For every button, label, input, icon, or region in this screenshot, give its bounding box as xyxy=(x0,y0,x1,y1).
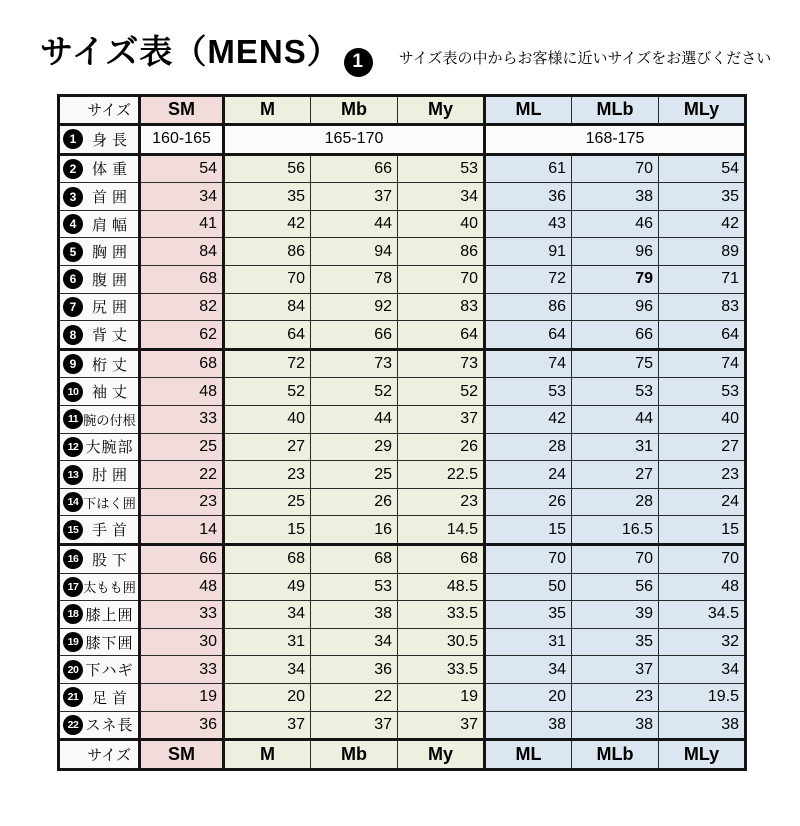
data-cell: 40 xyxy=(224,406,311,434)
table-row-13 xyxy=(59,461,746,489)
data-cell: 48 xyxy=(140,573,224,601)
data-cell: 73 xyxy=(311,349,398,378)
data-cell: 70 xyxy=(572,545,659,574)
data-cell: 46 xyxy=(572,210,659,238)
table-row-22 xyxy=(59,711,746,740)
data-cell: 31 xyxy=(572,433,659,461)
table-row-4 xyxy=(59,210,746,238)
row-number-badge: 9 xyxy=(63,354,83,374)
data-cell: 30 xyxy=(140,628,224,656)
row-label-13 xyxy=(59,461,140,489)
data-cell: 34.5 xyxy=(659,601,746,629)
data-cell: 34 xyxy=(659,656,746,684)
data-cell: 75 xyxy=(572,349,659,378)
footer-cell-My: My xyxy=(398,740,485,770)
page-title-text: サイズ表（MENS） xyxy=(40,33,341,70)
row-label-22 xyxy=(59,711,140,740)
data-cell: 70 xyxy=(659,545,746,574)
data-cell: 37 xyxy=(572,656,659,684)
data-cell: 24 xyxy=(659,488,746,516)
data-cell: 38 xyxy=(572,711,659,740)
row-label-text: 背丈 xyxy=(91,327,132,345)
row-label-8 xyxy=(59,321,140,350)
data-cell: 23 xyxy=(659,461,746,489)
data-cell: 22 xyxy=(311,683,398,711)
data-cell: 33 xyxy=(140,656,224,684)
row-label-text: 足首 xyxy=(91,689,132,707)
data-cell: 50 xyxy=(485,573,572,601)
data-cell: 30.5 xyxy=(398,628,485,656)
data-cell: 48 xyxy=(140,378,224,406)
row-label-text: 袖丈 xyxy=(91,384,132,402)
row-number-badge: 20 xyxy=(63,660,83,680)
row-label-text: 大腕部 xyxy=(85,439,134,457)
row-number-badge: 1 xyxy=(63,129,83,149)
data-cell: 70 xyxy=(485,545,572,574)
row-number-badge: 4 xyxy=(63,214,83,234)
row-label-9 xyxy=(59,349,140,378)
data-cell: 42 xyxy=(485,406,572,434)
data-cell: 38 xyxy=(485,711,572,740)
data-cell: 33.5 xyxy=(398,601,485,629)
data-cell: 35 xyxy=(224,183,311,211)
data-cell: 53 xyxy=(572,378,659,406)
height-range-cell: 168-175 xyxy=(485,125,746,155)
row-number-badge: 6 xyxy=(63,269,83,289)
row-label-text: 肘囲 xyxy=(91,467,132,485)
data-cell: 84 xyxy=(140,238,224,266)
data-cell: 14 xyxy=(140,516,224,545)
header-cell-Mb: Mb xyxy=(311,95,398,125)
data-cell: 86 xyxy=(398,238,485,266)
row-number-badge: 18 xyxy=(63,604,83,624)
table-row-height xyxy=(59,125,746,155)
row-label-text: 股下 xyxy=(91,551,132,569)
row-number-badge: 12 xyxy=(63,437,83,457)
row-label-text: 胸囲 xyxy=(91,244,132,262)
data-cell: 72 xyxy=(485,266,572,294)
data-cell: 22.5 xyxy=(398,461,485,489)
data-cell: 74 xyxy=(659,349,746,378)
data-cell: 15 xyxy=(659,516,746,545)
data-cell: 34 xyxy=(224,656,311,684)
row-label-11 xyxy=(59,406,140,434)
row-label-text: 膝上囲 xyxy=(85,606,134,624)
data-cell: 34 xyxy=(140,183,224,211)
page-header xyxy=(40,26,800,77)
data-cell: 40 xyxy=(398,210,485,238)
row-number-badge: 13 xyxy=(63,465,83,485)
data-cell: 36 xyxy=(485,183,572,211)
data-cell: 82 xyxy=(140,293,224,321)
data-cell: 64 xyxy=(224,321,311,350)
data-cell: 43 xyxy=(485,210,572,238)
row-label-text: 肩幅 xyxy=(91,216,132,234)
data-cell: 20 xyxy=(485,683,572,711)
row-label-7 xyxy=(59,293,140,321)
data-cell: 31 xyxy=(485,628,572,656)
data-cell: 53 xyxy=(398,154,485,183)
row-label-text: 身長 xyxy=(91,131,132,149)
data-cell: 52 xyxy=(398,378,485,406)
data-cell: 19 xyxy=(140,683,224,711)
data-cell: 86 xyxy=(224,238,311,266)
data-cell: 27 xyxy=(224,433,311,461)
table-row-3 xyxy=(59,183,746,211)
row-label-text: 手首 xyxy=(91,522,132,540)
row-number-badge: 19 xyxy=(63,632,83,652)
data-cell: 32 xyxy=(659,628,746,656)
data-cell: 62 xyxy=(140,321,224,350)
table-row-5 xyxy=(59,238,746,266)
data-cell: 37 xyxy=(311,711,398,740)
data-cell: 74 xyxy=(485,349,572,378)
row-label-21 xyxy=(59,683,140,711)
data-cell: 41 xyxy=(140,210,224,238)
table-row-18 xyxy=(59,601,746,629)
data-cell: 72 xyxy=(224,349,311,378)
data-cell: 15 xyxy=(224,516,311,545)
data-cell: 92 xyxy=(311,293,398,321)
data-cell: 89 xyxy=(659,238,746,266)
header-cell-My: My xyxy=(398,95,485,125)
footer-cell-SM: SM xyxy=(140,740,224,770)
data-cell: 44 xyxy=(311,210,398,238)
row-label-3 xyxy=(59,183,140,211)
data-cell: 23 xyxy=(572,683,659,711)
row-label-text: 腹囲 xyxy=(91,271,132,289)
data-cell: 37 xyxy=(311,183,398,211)
row-label-text: スネ長 xyxy=(85,717,134,735)
data-cell: 66 xyxy=(572,321,659,350)
data-cell: 28 xyxy=(485,433,572,461)
row-number-badge: 8 xyxy=(63,325,83,345)
data-cell: 42 xyxy=(659,210,746,238)
data-cell: 35 xyxy=(485,601,572,629)
data-cell: 52 xyxy=(224,378,311,406)
data-cell: 22 xyxy=(140,461,224,489)
data-cell: 40 xyxy=(659,406,746,434)
data-cell: 42 xyxy=(224,210,311,238)
data-cell: 23 xyxy=(398,488,485,516)
data-cell: 34 xyxy=(398,183,485,211)
data-cell: 53 xyxy=(311,573,398,601)
row-number-badge: 15 xyxy=(63,520,83,540)
data-cell: 96 xyxy=(572,238,659,266)
size-table xyxy=(57,94,747,771)
data-cell: 68 xyxy=(224,545,311,574)
row-label-1 xyxy=(59,125,140,155)
data-cell: 39 xyxy=(572,601,659,629)
data-cell: 25 xyxy=(140,433,224,461)
height-range-cell: 165-170 xyxy=(224,125,485,155)
data-cell: 19.5 xyxy=(659,683,746,711)
data-cell: 64 xyxy=(485,321,572,350)
table-row-19 xyxy=(59,628,746,656)
row-label-text: 膝下囲 xyxy=(85,634,134,652)
data-cell: 25 xyxy=(311,461,398,489)
table-row-8 xyxy=(59,321,746,350)
title-number-badge: 1 xyxy=(344,48,373,77)
row-number-badge: 3 xyxy=(63,187,83,207)
table-row-20 xyxy=(59,656,746,684)
data-cell: 54 xyxy=(659,154,746,183)
row-number-badge: 17 xyxy=(63,577,83,597)
data-cell: 64 xyxy=(659,321,746,350)
size-table-body xyxy=(59,95,746,769)
data-cell: 68 xyxy=(140,266,224,294)
data-cell: 27 xyxy=(659,433,746,461)
data-cell: 79 xyxy=(572,266,659,294)
row-number-badge: 16 xyxy=(63,549,83,569)
data-cell: 68 xyxy=(140,349,224,378)
row-label-text: 腕の付根 xyxy=(83,412,136,428)
data-cell: 96 xyxy=(572,293,659,321)
row-label-19 xyxy=(59,628,140,656)
data-cell: 86 xyxy=(485,293,572,321)
row-number-badge: 2 xyxy=(63,159,83,179)
table-row-7 xyxy=(59,293,746,321)
data-cell: 27 xyxy=(572,461,659,489)
table-row-2 xyxy=(59,154,746,183)
row-label-17 xyxy=(59,573,140,601)
footer-cell-MLb: MLb xyxy=(572,740,659,770)
data-cell: 15 xyxy=(485,516,572,545)
row-label-text: 体重 xyxy=(91,161,132,179)
data-cell: 26 xyxy=(485,488,572,516)
data-cell: 54 xyxy=(140,154,224,183)
data-cell: 49 xyxy=(224,573,311,601)
table-row-16 xyxy=(59,545,746,574)
data-cell: 70 xyxy=(224,266,311,294)
data-cell: 26 xyxy=(311,488,398,516)
table-row-17 xyxy=(59,573,746,601)
data-cell: 66 xyxy=(140,545,224,574)
footer-cell-Mb: Mb xyxy=(311,740,398,770)
table-row-15 xyxy=(59,516,746,545)
row-label-text: 下ハギ xyxy=(85,662,134,680)
data-cell: 36 xyxy=(140,711,224,740)
header-cell-M: M xyxy=(224,95,311,125)
row-label-text: 首囲 xyxy=(91,189,132,207)
data-cell: 23 xyxy=(140,488,224,516)
data-cell: 44 xyxy=(311,406,398,434)
page-subtitle: サイズ表の中からお客様に近いサイズをお選びください xyxy=(398,50,772,67)
data-cell: 66 xyxy=(311,321,398,350)
row-label-4 xyxy=(59,210,140,238)
data-cell: 28 xyxy=(572,488,659,516)
data-cell: 78 xyxy=(311,266,398,294)
table-row-10 xyxy=(59,378,746,406)
data-cell: 53 xyxy=(485,378,572,406)
row-label-20 xyxy=(59,656,140,684)
header-size-row xyxy=(59,95,746,125)
data-cell: 25 xyxy=(224,488,311,516)
data-cell: 16.5 xyxy=(572,516,659,545)
data-cell: 38 xyxy=(659,711,746,740)
data-cell: 14.5 xyxy=(398,516,485,545)
row-number-badge: 7 xyxy=(63,297,83,317)
row-label-text: 尻囲 xyxy=(91,299,132,317)
row-number-badge: 22 xyxy=(63,715,83,735)
data-cell: 53 xyxy=(659,378,746,406)
data-cell: 20 xyxy=(224,683,311,711)
data-cell: 34 xyxy=(311,628,398,656)
data-cell: 61 xyxy=(485,154,572,183)
row-number-badge: 11 xyxy=(63,409,83,429)
row-label-6 xyxy=(59,266,140,294)
data-cell: 31 xyxy=(224,628,311,656)
row-label-12 xyxy=(59,433,140,461)
data-cell: 83 xyxy=(659,293,746,321)
data-cell: 68 xyxy=(398,545,485,574)
data-cell: 33.5 xyxy=(398,656,485,684)
table-row-11 xyxy=(59,406,746,434)
footer-cell-M: M xyxy=(224,740,311,770)
data-cell: 37 xyxy=(224,711,311,740)
data-cell: 70 xyxy=(398,266,485,294)
row-label-14 xyxy=(59,488,140,516)
row-label-5 xyxy=(59,238,140,266)
data-cell: 16 xyxy=(311,516,398,545)
data-cell: 37 xyxy=(398,711,485,740)
data-cell: 64 xyxy=(398,321,485,350)
data-cell: 29 xyxy=(311,433,398,461)
footer-corner-cell: サイズ xyxy=(59,740,140,770)
footer-cell-MLy: MLy xyxy=(659,740,746,770)
header-cell-MLb: MLb xyxy=(572,95,659,125)
data-cell: 71 xyxy=(659,266,746,294)
table-row-21 xyxy=(59,683,746,711)
footer-size-row xyxy=(59,740,746,770)
data-cell: 24 xyxy=(485,461,572,489)
header-corner-cell: サイズ xyxy=(59,95,140,125)
data-cell: 35 xyxy=(572,628,659,656)
data-cell: 36 xyxy=(311,656,398,684)
data-cell: 33 xyxy=(140,601,224,629)
data-cell: 94 xyxy=(311,238,398,266)
data-cell: 52 xyxy=(311,378,398,406)
data-cell: 34 xyxy=(224,601,311,629)
row-label-10 xyxy=(59,378,140,406)
data-cell: 73 xyxy=(398,349,485,378)
data-cell: 26 xyxy=(398,433,485,461)
row-number-badge: 21 xyxy=(63,687,83,707)
row-number-badge: 5 xyxy=(63,242,83,262)
row-number-badge: 10 xyxy=(63,382,83,402)
data-cell: 38 xyxy=(572,183,659,211)
footer-cell-ML: ML xyxy=(485,740,572,770)
data-cell: 91 xyxy=(485,238,572,266)
header-cell-ML: ML xyxy=(485,95,572,125)
data-cell: 56 xyxy=(224,154,311,183)
data-cell: 48 xyxy=(659,573,746,601)
row-label-text: 太もも囲 xyxy=(83,580,136,596)
data-cell: 84 xyxy=(224,293,311,321)
data-cell: 66 xyxy=(311,154,398,183)
table-row-9 xyxy=(59,349,746,378)
table-row-12 xyxy=(59,433,746,461)
table-row-14 xyxy=(59,488,746,516)
row-number-badge: 14 xyxy=(63,492,83,512)
data-cell: 44 xyxy=(572,406,659,434)
row-label-18 xyxy=(59,601,140,629)
row-label-16 xyxy=(59,545,140,574)
row-label-15 xyxy=(59,516,140,545)
data-cell: 37 xyxy=(398,406,485,434)
page-title xyxy=(40,26,373,77)
data-cell: 23 xyxy=(224,461,311,489)
data-cell: 35 xyxy=(659,183,746,211)
row-label-text: 桁丈 xyxy=(91,356,132,374)
data-cell: 68 xyxy=(311,545,398,574)
row-label-text: 下はく囲 xyxy=(83,495,136,511)
data-cell: 70 xyxy=(572,154,659,183)
data-cell: 48.5 xyxy=(398,573,485,601)
data-cell: 56 xyxy=(572,573,659,601)
data-cell: 38 xyxy=(311,601,398,629)
data-cell: 19 xyxy=(398,683,485,711)
row-label-2 xyxy=(59,154,140,183)
data-cell: 83 xyxy=(398,293,485,321)
data-cell: 33 xyxy=(140,406,224,434)
data-cell: 34 xyxy=(485,656,572,684)
height-range-cell: 160-165 xyxy=(140,125,224,155)
header-cell-MLy: MLy xyxy=(659,95,746,125)
header-cell-SM: SM xyxy=(140,95,224,125)
table-row-6 xyxy=(59,266,746,294)
